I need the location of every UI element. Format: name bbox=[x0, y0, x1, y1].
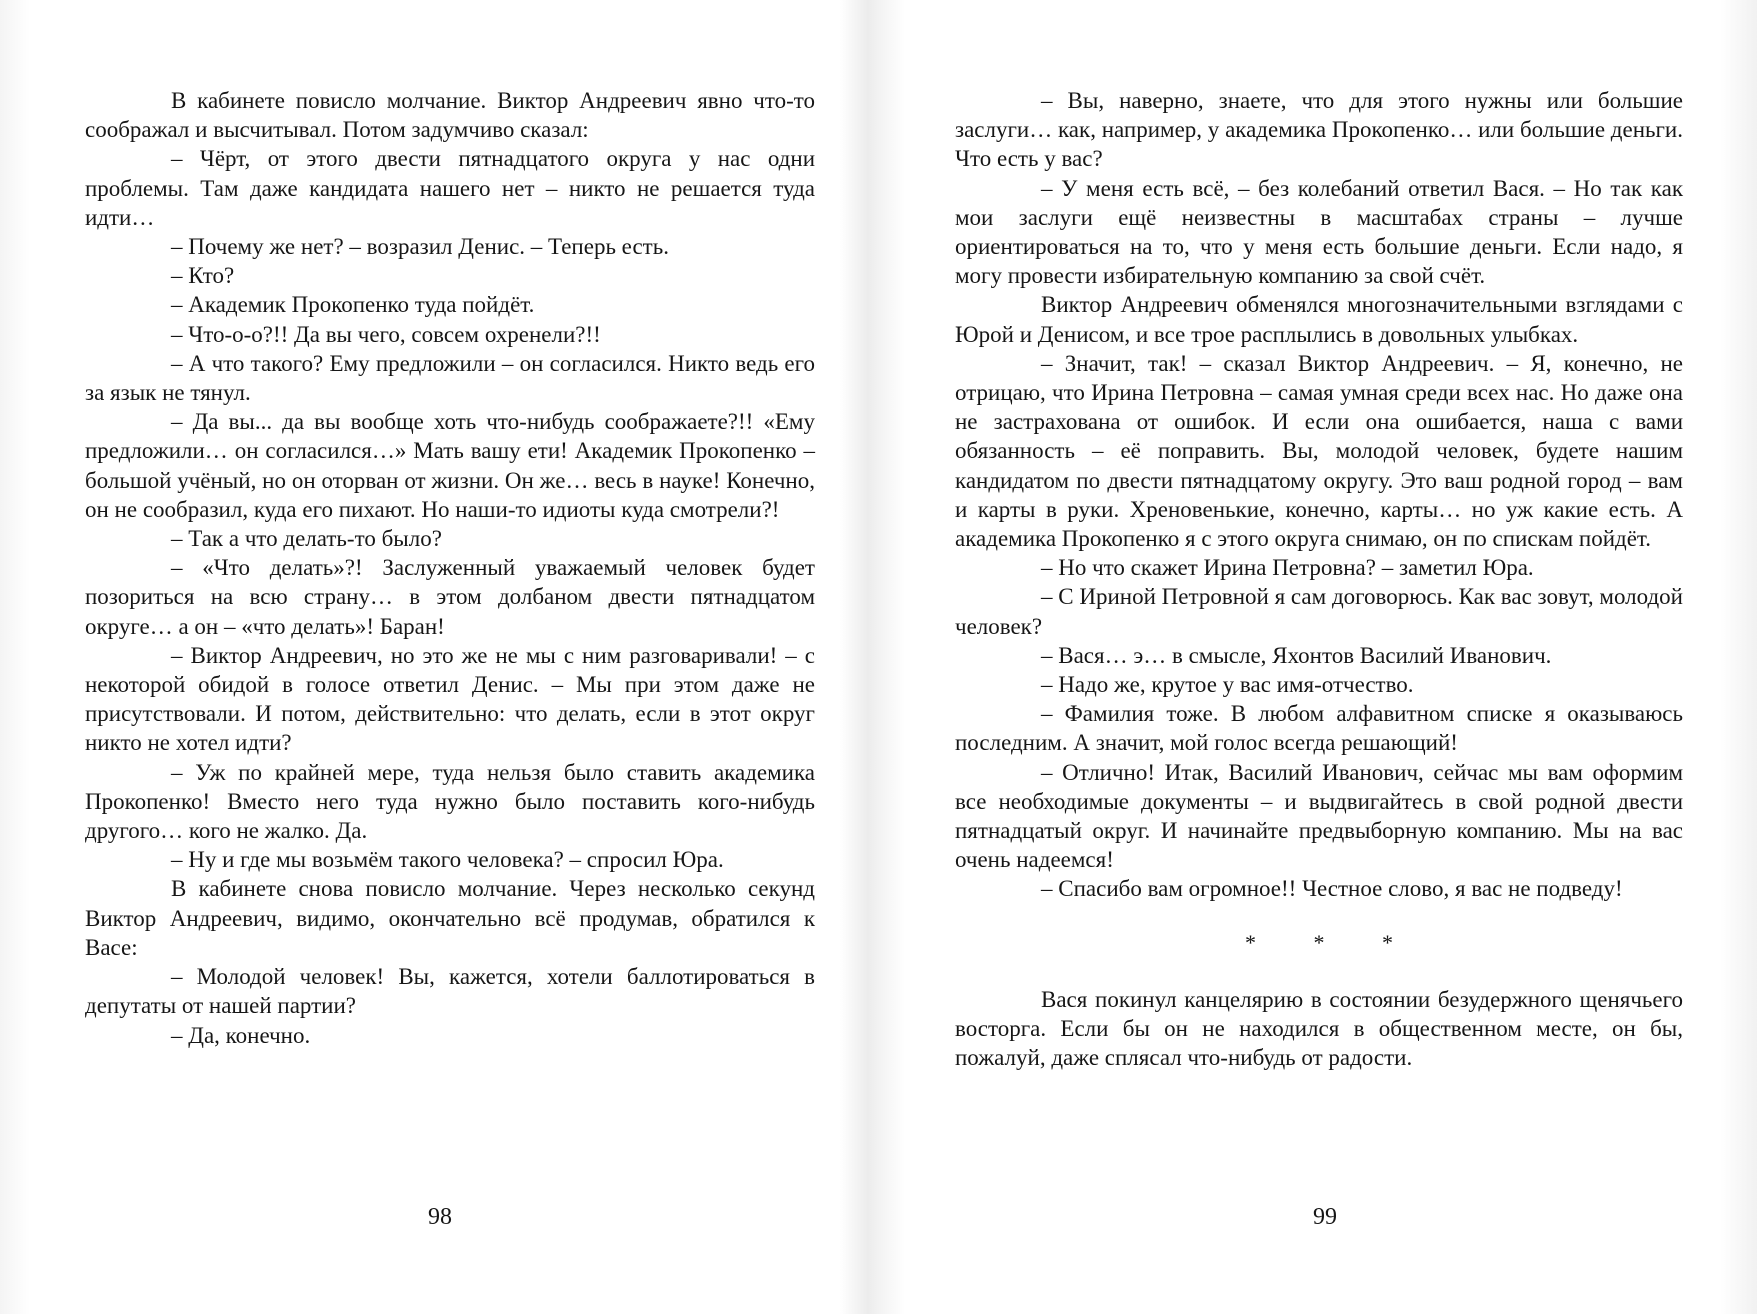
right-page bbox=[955, 86, 1683, 1073]
paragraph: – Да вы... да вы вообще хоть что-нибудь соображаете?!! «Ему предложили… он согласился…» Мать вашу ети! Академик Прокопенко – большой учёный, но он оторван от жизни. Он же… весь в науке! Конечно, он не сообразил, куда его пихают. Но наши-то идиоты куда смотрели?! bbox=[85, 409, 815, 522]
paragraph: – Почему же нет? – возразил Денис. – Теперь есть. bbox=[171, 234, 669, 260]
closing-paragraph: Вася покинул канцелярию в состоянии безудержного щенячьего восторга. Если бы он не находился в общественном месте, он бы, пожалуй, даже сплясал что-нибудь от радости. bbox=[955, 986, 1683, 1071]
left-page bbox=[85, 86, 815, 1050]
paragraph: – «Что делать»?! Заслуженный уважаемый человек будет позориться на всю страну… в этом долбаном двести пятнадцатом округе… а он – «что делать»! Баран! bbox=[85, 555, 815, 639]
paragraph: – Спасибо вам огромное!! Честное слово, я вас не подведу! bbox=[1041, 876, 1623, 902]
paragraph: – Чёрт, от этого двести пятнадцатого округа у нас одни проблемы. Там даже кандидата нашего нет – никто не решается туда идти… bbox=[85, 146, 815, 230]
paragraph: – Да, конечно. bbox=[171, 1022, 311, 1048]
paragraph: – Виктор Андреевич, но это же не мы с ним разговаривали! – с некоторой обидой в голосе ответил Денис. – Мы при этом даже не присутствовали. И потом, действительно: что делать, если в этот округ никто не хотел идти? bbox=[85, 642, 815, 756]
paragraph: – Фамилия тоже. В любом алфавитном списке я оказываюсь последним. А значит, мой голос всегда решающий! bbox=[955, 701, 1683, 756]
paragraph: – Что-о-о?!! Да вы чего, совсем охренели?!! bbox=[171, 321, 601, 347]
paragraph: – Молодой человек! Вы, кажется, хотели баллотироваться в депутаты от нашей партии? bbox=[85, 964, 815, 1019]
paragraph: В кабинете снова повисло молчание. Через несколько секунд Виктор Андреевич, видимо, окончательно всё продумав, обратился к Васе: bbox=[85, 876, 815, 960]
paragraph: – Вы, наверно, знаете, что для этого нужны или большие заслуги… как, например, у академика Прокопенко… или большие деньги. Что есть у вас? bbox=[955, 88, 1683, 172]
paragraph: – Значит, так! – сказал Виктор Андреевич. – Я, конечно, не отрицаю, что Ирина Петровна – самая умная среди всех нас. Но даже она не застрахована от ошибок. И если она ошибается, наша с вами обязанность – её поправить. Вы, молодой человек, будете нашим кандидатом по двести пятнадцатому округу. Это ваш родной город – вам и карты в руки. Хреновенькие, конечно, карты… но уж какие есть. А академика Прокопенко я с этого округа снимаю, он по спискам пойдёт. bbox=[955, 350, 1683, 552]
paragraph: В кабинете повисло молчание. Виктор Андреевич явно что-то соображал и высчитывал. Потом задумчиво сказал: bbox=[85, 88, 815, 143]
paragraph: – У меня есть всё, – без колебаний ответил Вася. – Но так как мои заслуги ещё неизвестны в масштабах страны – лучше ориентироваться на то, что у меня есть большие деньги. Если надо, я могу провести избирательную компанию за свой счёт. bbox=[955, 175, 1683, 289]
paragraph: – Кто? bbox=[171, 263, 235, 289]
paragraph: – С Ириной Петровной я сам договорюсь. Как вас зовут, молодой человек? bbox=[955, 584, 1683, 639]
paragraph: – Академик Прокопенко туда пойдёт. bbox=[171, 292, 535, 318]
paragraph: – Отлично! Итак, Василий Иванович, сейчас мы вам оформим все необходимые документы – и выдвигайтесь в свой родной двести пятнадцатый округ. И начинайте предвыборную компанию. Мы на вас очень надеемся! bbox=[955, 759, 1683, 873]
paragraph: – Так а что делать-то было? bbox=[171, 526, 442, 552]
paragraph: – А что такого? Ему предложили – он согласился. Никто ведь его за язык не тянул. bbox=[85, 350, 815, 406]
paragraph: – Вася… э… в смысле, Яхонтов Василий Иванович. bbox=[1041, 642, 1552, 668]
paragraph: – Но что скажет Ирина Петровна? – заметил Юра. bbox=[1041, 555, 1534, 581]
paragraph: Виктор Андреевич обменялся многозначительными взглядами с Юрой и Денисом, и все трое расплылись в довольных улыбках. bbox=[955, 292, 1683, 347]
paragraph: – Ну и где мы возьмём такого человека? – спросил Юра. bbox=[171, 847, 724, 873]
paragraph: – Надо же, крутое у вас имя-отчество. bbox=[1041, 672, 1414, 698]
page-number-left: 98 bbox=[428, 1204, 452, 1230]
section-break: * * * bbox=[1245, 929, 1393, 955]
paragraph: – Уж по крайней мере, туда нельзя было ставить академика Прокопенко! Вместо него туда нужно было поставить кого-нибудь другого… кого не жалко. Да. bbox=[85, 759, 815, 844]
page-number-right: 99 bbox=[1313, 1204, 1337, 1230]
